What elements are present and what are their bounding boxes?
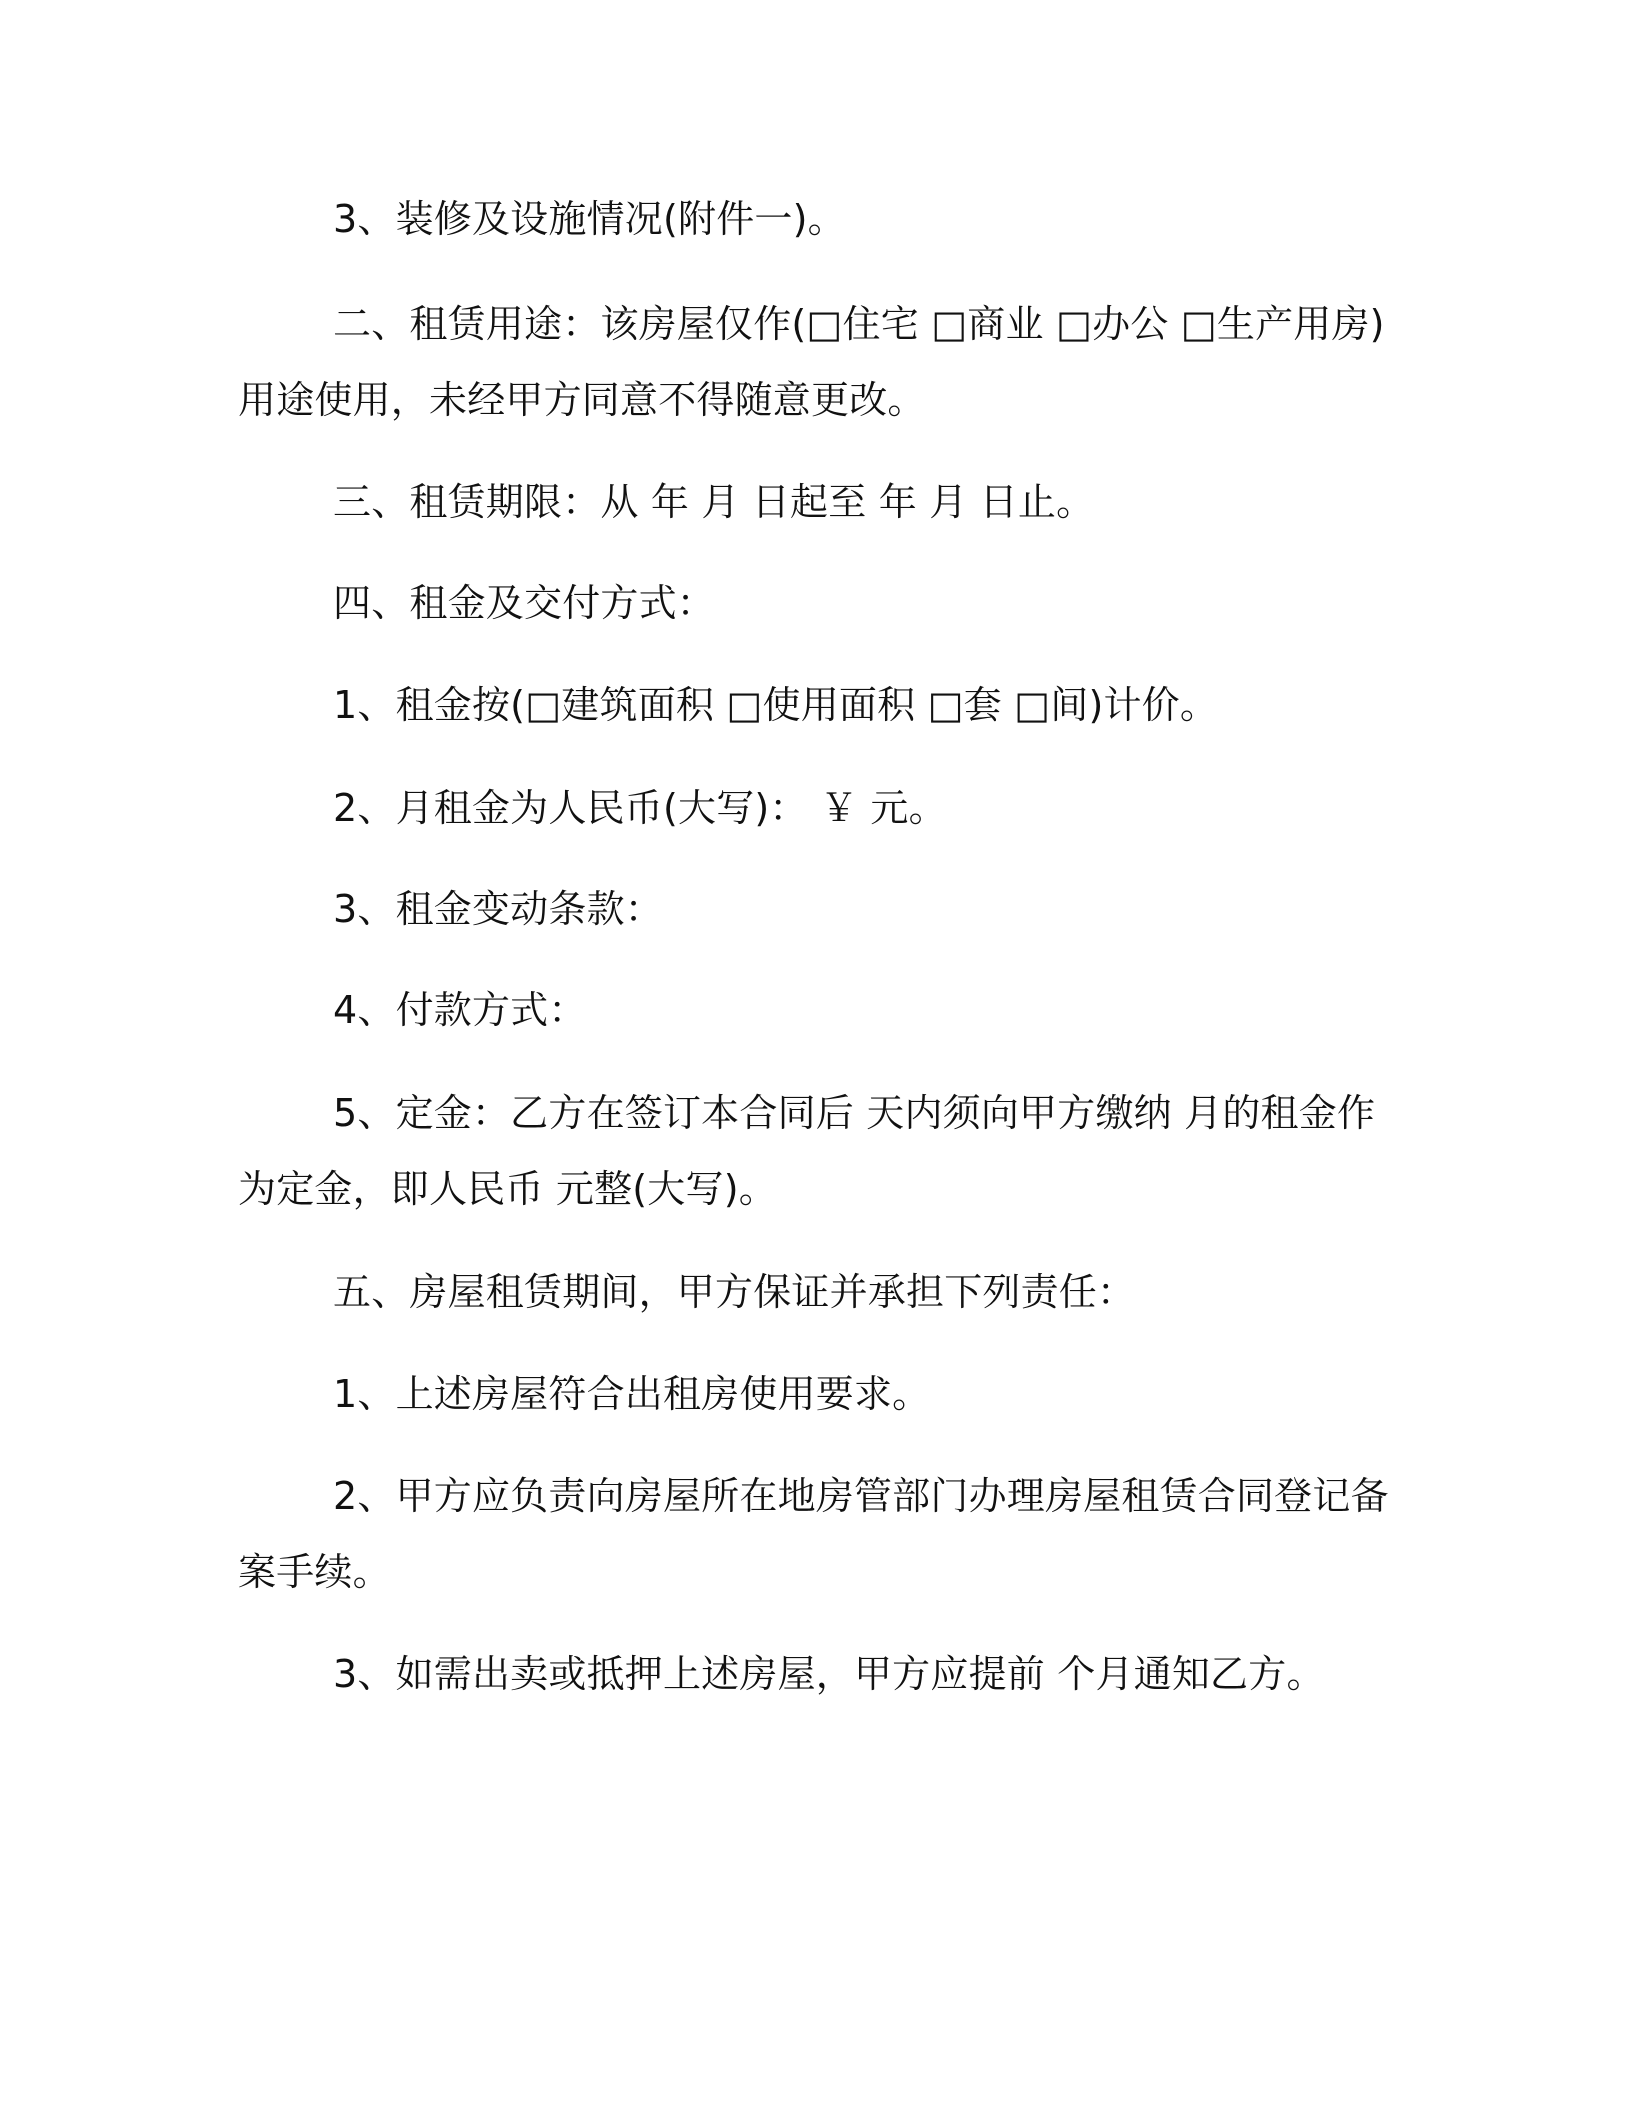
paragraph-decoration-facilities: 3、装修及设施情况(附件一)。 [333,197,846,241]
paragraph-lessor-responsibilities: 五、房屋租赁期间，甲方保证并承担下列责任： [333,1270,1136,1314]
paragraph-deposit: 5、定金：乙方在签订本合同后 天内须向甲方缴纳 月的租金作为定金，即人民币 元整(大写)。 [238,1091,1376,1211]
paragraph-monthly-rent: 2、月租金为人民币(大写)： ￥ 元。 [333,786,947,830]
paragraph-registration: 2、甲方应负责向房屋所在地房管部门办理房屋租赁合同登记备案手续。 [238,1474,1389,1594]
paragraph-lease-purpose: 二、租赁用途：该房屋仅作(□住宅 □商业 □办公 □生产用房)用途使用，未经甲方同意不得随意更改。 [238,302,1385,422]
paragraph-payment-method: 4、付款方式： [333,988,587,1032]
paragraph-rent-payment-heading: 四、租金及交付方式： [333,581,716,625]
paragraph-rent-change-clause: 3、租金变动条款： [333,887,663,931]
paragraph-rent-pricing: 1、租金按(□建筑面积 □使用面积 □套 □间)计价。 [333,683,1219,727]
paragraph-house-requirements: 1、上述房屋符合出租房使用要求。 [333,1372,931,1416]
paragraph-sale-mortgage-notice: 3、如需出卖或抵押上述房屋，甲方应提前 个月通知乙方。 [333,1652,1325,1696]
paragraph-lease-term: 三、租赁期限：从 年 月 日起至 年 月 日止。 [333,480,1095,524]
